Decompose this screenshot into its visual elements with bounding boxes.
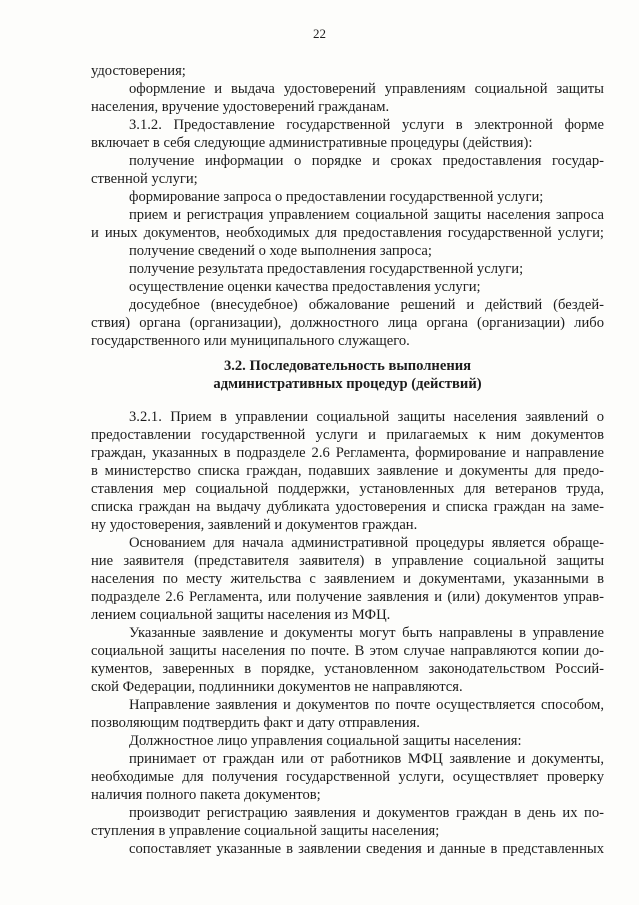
text-line: Должностное лицо управления социальной защиты населения: [129,733,522,749]
text-line: необходимые для получения государственной услуги, осуществляет проверку [91,769,604,785]
section-heading: 3.2. Последовательность выполнения [223,358,472,374]
text-line: предоставлении государственной услуги и прилагаемых к ним документов [91,427,604,443]
text-line: кументов, заверенных в порядке, установленном законодательством Россий- [91,661,604,677]
text-line: социальной защиты населения по почте. В этом случае направляются копии до- [91,643,604,659]
text-line: лением социальной защиты населения из МФЦ. [91,607,391,623]
text-line: ступления в управление социальной защиты населения; [91,823,440,839]
text-line: ставления мер социальной поддержки, установленных для ветеранов труда, [91,481,604,497]
text-line: ние заявителя (представителя заявителя) в управление социальной защиты [91,553,604,569]
text-line: позволяющим подтвердить факт и дату отправления. [91,715,420,731]
text-line: ну удостоверения, заявлений и документов граждан. [91,517,418,533]
text-line: Основанием для начала административной процедуры является обраще- [129,535,604,551]
text-line: получение информации о порядке и сроках предоставления государ- [129,153,604,169]
text-line: ственной услуги; [91,171,198,187]
text-line: списка граждан на выдачу дубликата удостоверения и списка граждан на заме- [91,499,604,515]
text-line: граждан, указанных в подразделе 2.6 Регламента, формирование и направление [91,445,604,461]
text-line: наличия полного пакета документов; [91,787,321,803]
section-heading: административных процедур (действий) [213,376,482,392]
text-line: подразделе 2.6 Регламента, или получение заявления и (или) документов управ- [91,589,604,605]
text-line: Указанные заявление и документы могут быть направлены в управление [129,625,604,641]
text-line: населения, вручение удостоверений гражданам. [91,99,390,115]
text-line: и иных документов, необходимых для предоставления государственной услуги; [91,225,604,241]
text-line: включает в себя следующие административные процедуры (действия): [91,135,533,151]
text-line: ской Федерации, подлинники документов не направляются. [91,679,463,695]
text-line: принимает от граждан или от работников МФЦ заявление и документы, [129,751,604,767]
text-line: производит регистрацию заявления и документов граждан в день их по- [129,805,604,821]
page-number: 22 [313,26,326,41]
text-line: сопоставляет указанные в заявлении сведения и данные в представленных [129,841,604,857]
text-line: оформление и выдача удостоверений управлениям социальной защиты [129,81,604,97]
text-line: 3.2.1. Прием в управлении социальной защиты населения заявлений о [129,409,604,425]
text-line: прием и регистрация управлением социальной защиты населения запроса [129,207,604,223]
text-line: получение сведений о ходе выполнения запроса; [129,243,432,259]
text-line: 3.1.2. Предоставление государственной услуги в электронной форме [129,117,604,133]
text-line: получение результата предоставления государственной услуги; [129,261,524,277]
text-line: удостоверения; [91,63,186,79]
text-line: ствия) органа (организации), должностного лица органа (организации) либо [91,315,604,331]
text-line: осуществление оценки качества предоставления услуги; [129,279,481,295]
text-line: в министерство списка граждан, подавших заявление и документы для предо- [91,463,604,479]
text-line: Направление заявления и документов по почте осуществляется способом, [129,697,604,713]
text-line: населения по месту жительства с заявлением и документами, указанными в [91,571,604,587]
text-line: формирование запроса о предоставлении государственной услуги; [129,189,544,205]
text-line: досудебное (внесудебное) обжалование решений и действий (бездей- [129,297,604,313]
text-line: государственного или муниципального служащего. [91,333,410,349]
